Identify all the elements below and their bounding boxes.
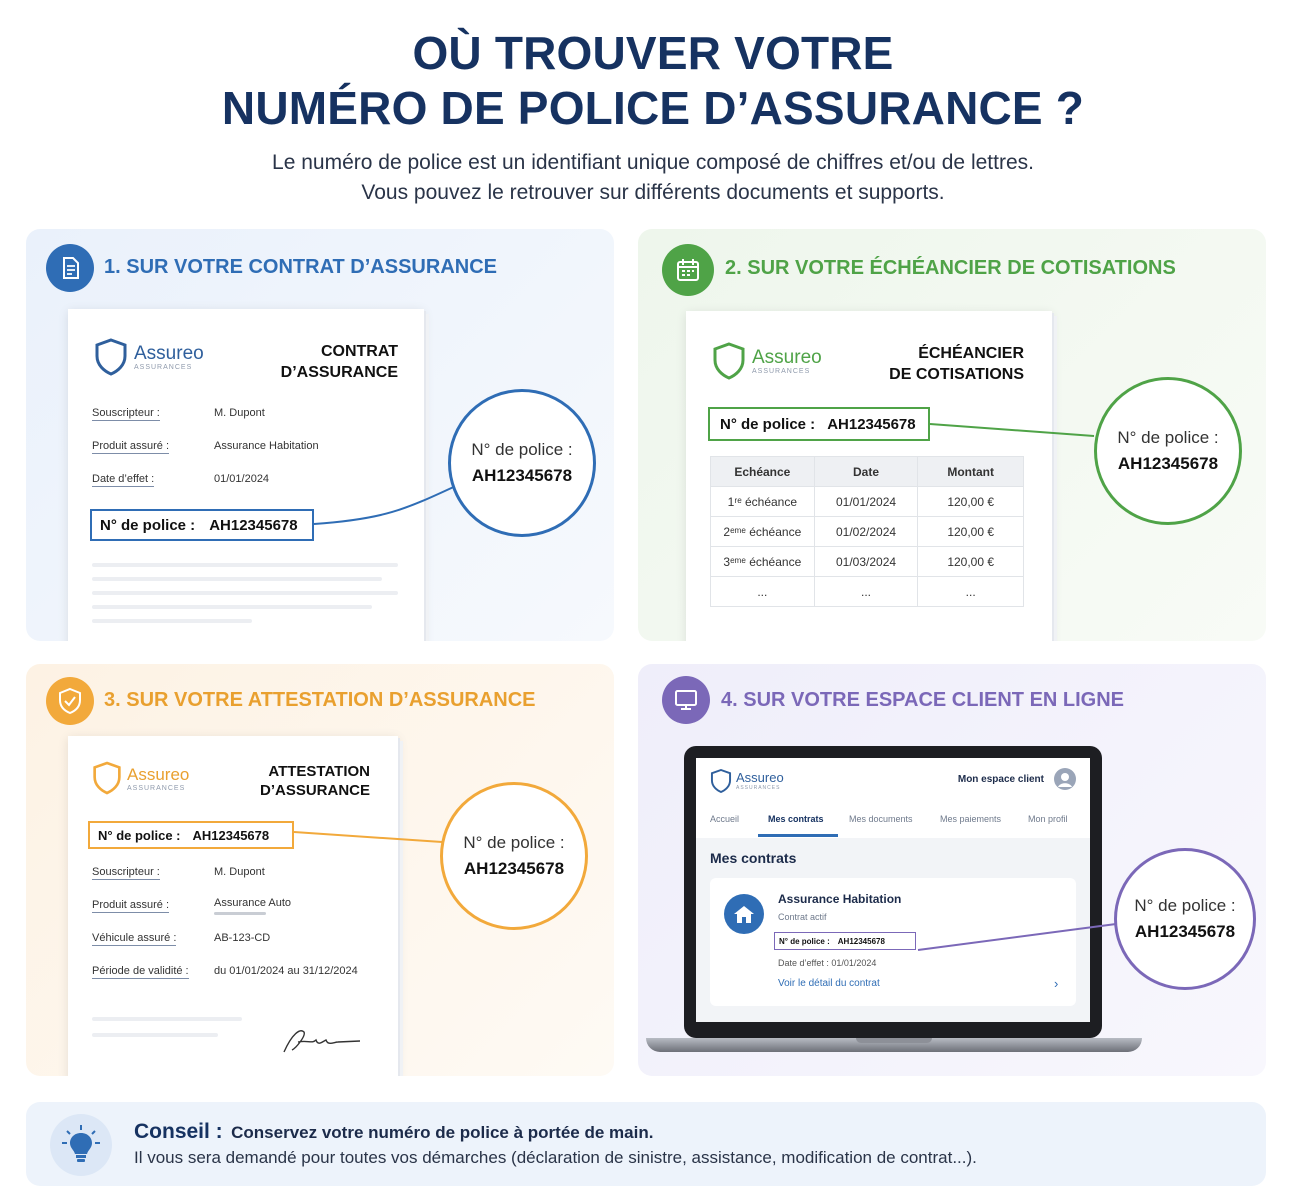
policy-label: N° de police : (720, 415, 816, 433)
tab-mes-paiements[interactable]: Mes paiements (940, 814, 1002, 824)
brand-subtitle: ASSURANCES (134, 363, 193, 371)
contract-detail-link[interactable]: Voir le détail du contrat (778, 978, 880, 989)
brand-subtitle: ASSURANCES (127, 784, 186, 792)
policy-callout (1094, 377, 1242, 525)
field-label: Produit assuré : (92, 440, 170, 452)
policy-callout (448, 389, 596, 537)
table-cell: 3ᵉᵐᵉ échéance (711, 547, 815, 577)
monitor-icon (662, 676, 710, 724)
shield-logo-icon (94, 337, 128, 377)
section-schedule (638, 229, 1266, 641)
calendar-icon (662, 244, 714, 296)
field-value: 01/01/2024 (214, 473, 270, 485)
policy-label: N° de police : (98, 827, 181, 843)
table-header: Date (814, 457, 918, 487)
tab-mes-contrats[interactable]: Mes contrats (768, 814, 824, 824)
brand-name: Assureo (127, 764, 190, 784)
callout-number: AH12345678 (471, 466, 573, 485)
policy-callout (1114, 848, 1256, 990)
schedule-document (686, 311, 1052, 641)
table-row (711, 517, 1024, 547)
section-certificate (26, 664, 614, 1076)
tab-mes-documents[interactable]: Mes documents (849, 814, 913, 824)
table-row (711, 577, 1024, 607)
field-label: Souscripteur : (92, 866, 160, 878)
table-header: Echéance (711, 457, 815, 487)
policy-number-highlight (774, 932, 916, 950)
field-value: Assurance Habitation (214, 440, 319, 452)
brand-logo (710, 768, 784, 794)
document-icon (46, 244, 94, 292)
brand-logo (712, 341, 822, 381)
table-cell: 01/01/2024 (814, 487, 918, 517)
doc-title-line2: D’ASSURANCE (259, 782, 370, 799)
tip-banner (26, 1102, 1266, 1186)
page-subtitle-line2: Vous pouvez le retrouver sur différents documents et supports. (361, 181, 945, 204)
policy-number: AH12345678 (837, 936, 885, 946)
table-cell: 120,00 € (918, 487, 1024, 517)
doc-title-line2: D’ASSURANCE (280, 364, 398, 381)
policy-number-highlight (88, 821, 294, 849)
signature-icon (278, 1024, 364, 1058)
brand-subtitle: ASSURANCES (736, 785, 781, 791)
shield-check-icon (46, 677, 94, 725)
doc-title (281, 341, 398, 383)
active-tab-indicator (758, 834, 838, 837)
brand-logo (92, 760, 189, 796)
field-value: M. Dupont (214, 866, 265, 878)
doc-title-line2: DE COTISATIONS (889, 366, 1024, 383)
field-value: M. Dupont (214, 407, 265, 419)
policy-label: N° de police : (100, 516, 196, 534)
field-value: AB-123-CD (214, 932, 271, 944)
brand-name: Assureo (134, 342, 204, 364)
lightbulb-icon (50, 1114, 112, 1176)
doc-title (889, 343, 1024, 385)
doc-title-line1: ATTESTATION (268, 763, 370, 780)
shield-logo-icon (710, 768, 732, 794)
field-label: Date d’effet : (92, 473, 155, 485)
page-title-line1: OÙ TROUVER VOTRE (412, 27, 894, 79)
section-heading: Mes contrats (710, 850, 797, 866)
policy-number: AH12345678 (827, 415, 916, 433)
contract-name: Assurance Habitation (778, 892, 902, 906)
page-title (0, 26, 1306, 136)
field-value: Assurance Auto (214, 897, 292, 909)
doc-title (260, 762, 370, 800)
page-subtitle-line1: Le numéro de police est un identifiant unique composé de chiffres et/ou de lettres. (272, 151, 1034, 174)
brand-logo (94, 337, 204, 377)
schedule-table (710, 456, 1024, 607)
policy-label: N° de police : (779, 936, 830, 946)
callout-label: N° de police : (463, 833, 565, 852)
brand-subtitle: ASSURANCES (752, 367, 811, 375)
table-cell: 2ᵉᵐᵉ échéance (711, 517, 815, 547)
field-label: Produit assuré : (92, 899, 170, 911)
table-cell: 120,00 € (918, 547, 1024, 577)
doc-title-line1: ÉCHÉANCIER (918, 345, 1024, 362)
certificate-document (68, 736, 398, 1076)
section-online-title: 4. SUR VOTRE ESPACE CLIENT EN LIGNE (721, 689, 1125, 711)
section-contract-title: 1. SUR VOTRE CONTRAT D’ASSURANCE (104, 256, 497, 278)
table-cell: ... (711, 577, 815, 607)
page-subtitle (0, 148, 1306, 208)
home-icon (724, 894, 764, 934)
callout-number: AH12345678 (463, 859, 565, 878)
table-cell: ... (814, 577, 918, 607)
tip-line1-wrap (134, 1120, 653, 1144)
callout-label: N° de police : (1117, 428, 1219, 447)
policy-number: AH12345678 (192, 827, 270, 843)
table-row (711, 547, 1024, 577)
section-schedule-title: 2. SUR VOTRE ÉCHÉANCIER DE COTISATIONS (725, 257, 1176, 279)
callout-number: AH12345678 (1134, 922, 1236, 941)
contract-card[interactable] (710, 878, 1076, 1006)
tip-line2: Il vous sera demandé pour toutes vos démarches (déclaration de sinistre, assistance, modification de contrat...). (134, 1148, 977, 1167)
user-avatar-icon[interactable] (1054, 768, 1076, 790)
doc-title-line1: CONTRAT (320, 343, 398, 360)
policy-number-highlight (708, 407, 930, 441)
callout-label: N° de police : (471, 440, 573, 459)
client-portal (696, 758, 1090, 1022)
page-title-line2: NUMÉRO DE POLICE D’ASSURANCE ? (221, 82, 1085, 134)
chevron-right-icon[interactable]: › (1054, 976, 1059, 991)
field-label: Souscripteur : (92, 407, 160, 419)
table-row (711, 487, 1024, 517)
contract-document (68, 309, 424, 641)
shield-logo-icon (92, 760, 122, 796)
policy-number-highlight (90, 509, 314, 541)
account-link[interactable]: Mon espace client (957, 774, 1044, 785)
contract-status: Contrat actif (778, 912, 827, 922)
table-header: Montant (918, 457, 1024, 487)
field-value: du 01/01/2024 au 31/12/2024 (214, 965, 358, 977)
policy-number: AH12345678 (209, 516, 298, 534)
callout-number: AH12345678 (1117, 454, 1219, 473)
policy-callout (440, 782, 588, 930)
section-certificate-title: 3. SUR VOTRE ATTESTATION D’ASSURANCE (104, 689, 536, 711)
callout-label: N° de police : (1134, 896, 1236, 915)
laptop-screen (684, 746, 1102, 1038)
table-cell: 1ʳᵉ échéance (711, 487, 815, 517)
brand-name: Assureo (736, 770, 784, 785)
table-cell: 01/03/2024 (814, 547, 918, 577)
tip-label: Conseil : (134, 1120, 223, 1143)
brand-name: Assureo (752, 346, 822, 368)
section-online (638, 664, 1266, 1076)
tip-line1: Conservez votre numéro de police à portée de main. (231, 1123, 654, 1142)
tab-mon-profil[interactable]: Mon profil (1028, 814, 1068, 824)
table-cell: 01/02/2024 (814, 517, 918, 547)
tab-accueil[interactable]: Accueil (710, 814, 740, 824)
shield-logo-icon (712, 341, 746, 381)
table-cell: 120,00 € (918, 517, 1024, 547)
field-label: Véhicule assuré : (92, 932, 177, 944)
effective-date: Date d’effet : 01/01/2024 (778, 958, 877, 968)
field-label: Période de validité : (92, 965, 189, 977)
section-contract (26, 229, 614, 641)
table-cell: ... (918, 577, 1024, 607)
